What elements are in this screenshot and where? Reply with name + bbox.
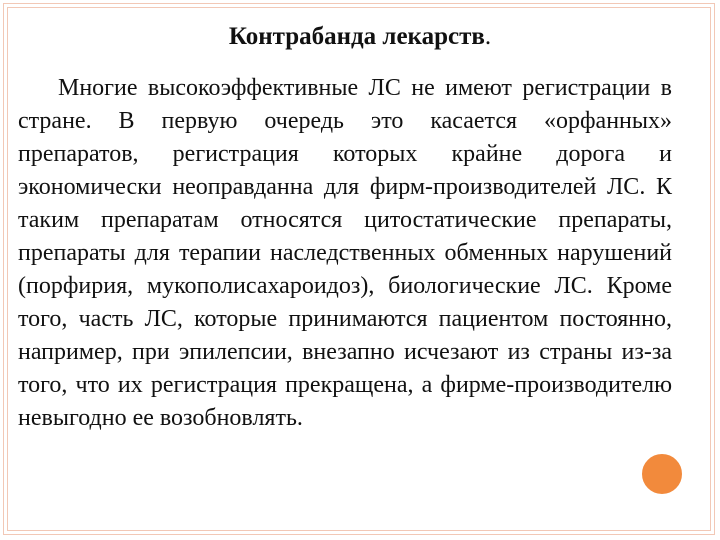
slide-body-text: Многие высокоэффективные ЛС не имеют регистрации в стране. В первую очередь это касается «орфанных» препаратов, регистрация которых крайне дорога и экономически неоправданна для фирм-производителей ЛС. К таким препаратам относятся цитостатические препараты, препараты для терапии наследственных обменных нарушений (порфирия, мукополисахароидоз), биологические ЛС. Кроме того, часть ЛС, которые принимаются пациентом постоянно, например, при эпилепсии, внезапно исчезают из страны из-за того, что их регистрация прекращена, а фирме-производителю невыгодно ее возобновлять. bbox=[18, 75, 672, 431]
orange-circle-decoration bbox=[640, 452, 684, 496]
slide-title bbox=[0, 22, 720, 52]
slide-title-tail: . bbox=[484, 23, 492, 50]
slide-title-bold: Контрабанда лекарств bbox=[228, 23, 485, 50]
